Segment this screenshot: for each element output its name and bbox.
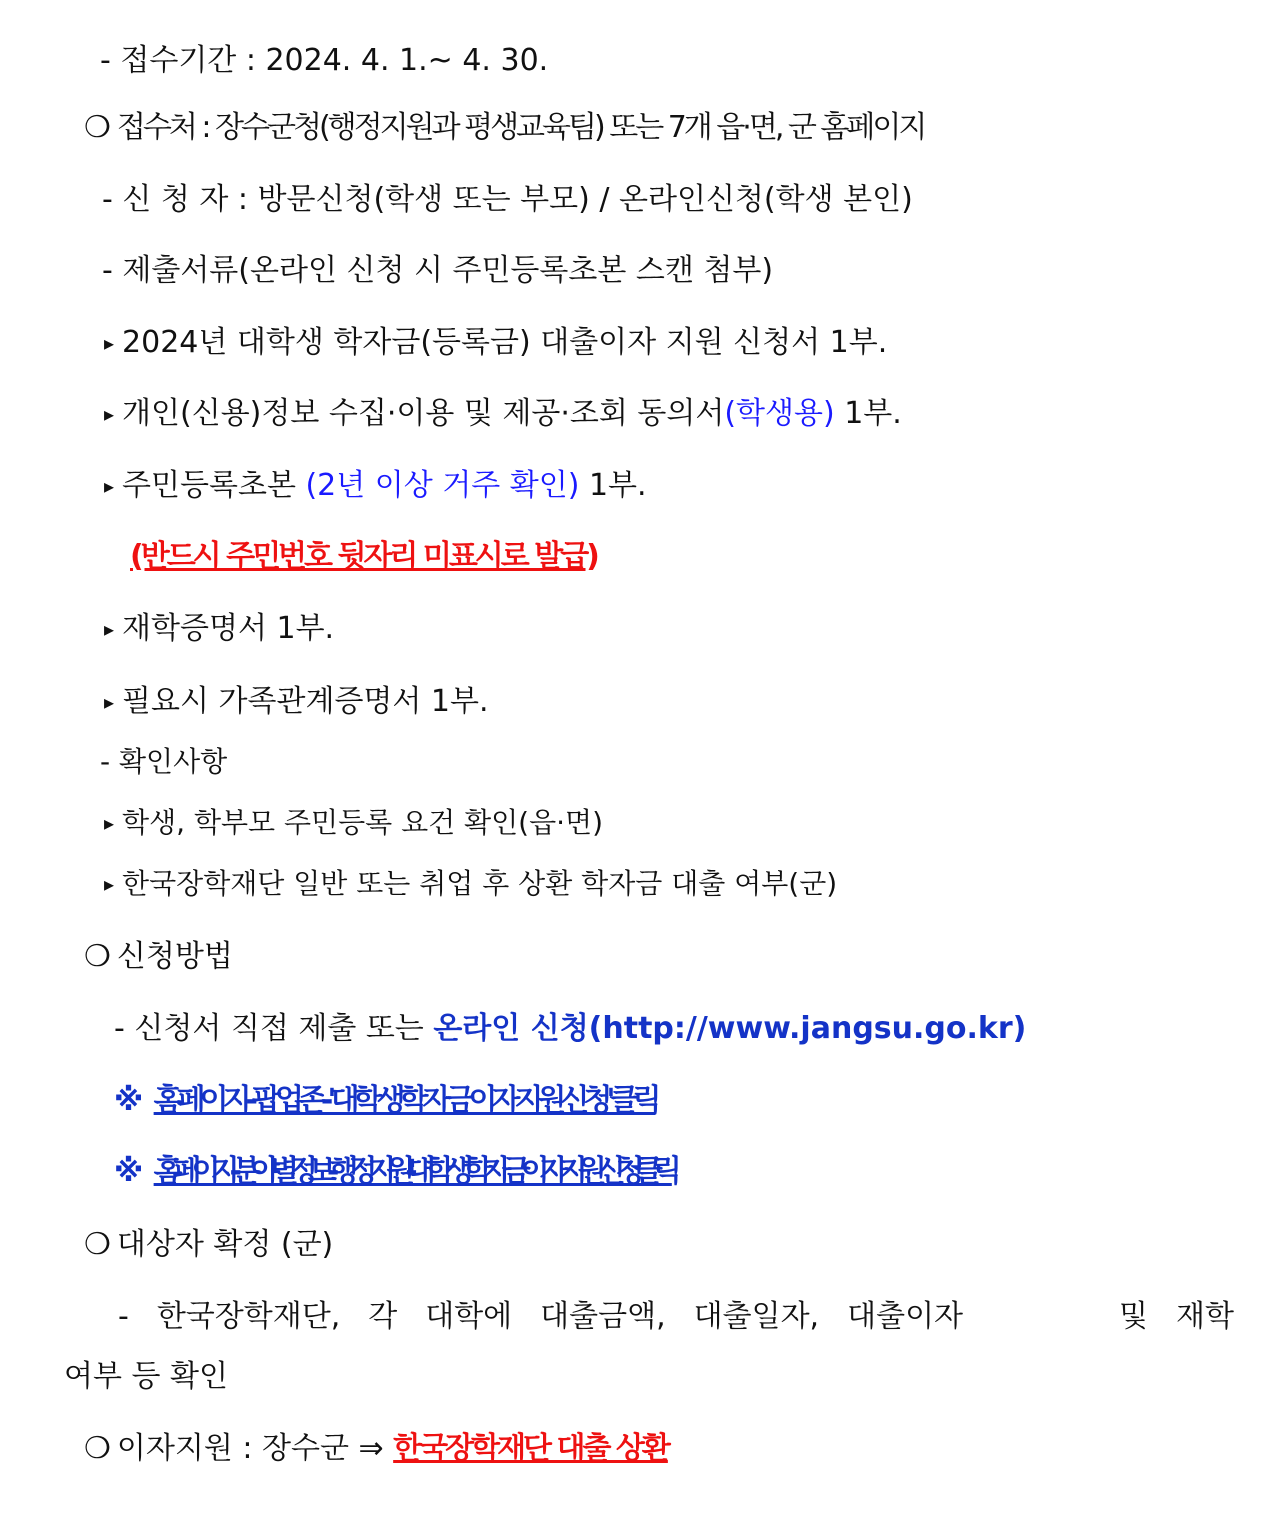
document-item — [104, 609, 334, 649]
confirm-word: 대출일자, — [693, 1299, 820, 1334]
check-title: - 확인사항 — [100, 745, 228, 778]
confirm-word: 대학에 — [425, 1299, 513, 1334]
circle-bullet-icon: ❍ — [84, 939, 111, 974]
document-item — [104, 323, 887, 363]
reception-heading — [84, 108, 924, 148]
method-title: 신청방법 — [116, 939, 233, 974]
circle-bullet-icon: ❍ — [84, 1431, 111, 1466]
document-item-text: 주민등록초본 — [122, 468, 306, 503]
homepage-note — [114, 1081, 655, 1121]
triangle-bullet-icon: ▸ — [104, 331, 115, 355]
triangle-bullet-icon: ▸ — [104, 690, 115, 714]
check-item-text: 학생, 학부모 주민등록 요건 확인(읍·면) — [122, 806, 604, 839]
triangle-bullet-icon: ▸ — [104, 811, 115, 835]
check-item — [104, 864, 837, 904]
confirm-word: 각 — [368, 1299, 398, 1334]
id-number-warning: (반드시 주민번호 뒷자리 미표시로 발급) — [130, 539, 597, 574]
documents-title: - 제출서류(온라인 신청 시 주민등록초본 스캔 첨부) — [102, 253, 774, 288]
circle-bullet-icon: ❍ — [84, 110, 111, 145]
confirm-word: 및 — [1119, 1299, 1149, 1334]
repayment-highlight: 한국장학재단 대출 상환 — [393, 1431, 668, 1466]
method-text: - 신청서 직접 제출 또는 — [114, 1011, 434, 1046]
reference-mark: ※ — [114, 1154, 144, 1189]
department-info-link[interactable]: 홈페이지-분야별정보-행정지원-'대학생학자금이자지원신청'클릭 — [153, 1154, 672, 1189]
applicant-line: - 신 청 자 : 방문신청(학생 또는 부모) / 온라인신청(학생 본인) — [102, 182, 913, 217]
triangle-bullet-icon: ▸ — [104, 402, 115, 426]
document-item — [104, 466, 647, 506]
document-count: 1부. — [834, 396, 902, 431]
reception-text: 접수처 : 장수군청(행정지원과 평생교육팀) 또는 7개 읍·면, 군 홈페이지 — [116, 110, 925, 145]
confirm-heading — [84, 1225, 333, 1265]
document-item-text: 2024년 대학생 학자금(등록금) 대출이자 지원 신청서 1부. — [122, 325, 888, 360]
online-apply-link[interactable]: 온라인 신청(http://www.jangsu.go.kr) — [433, 1011, 1027, 1046]
confirm-word: 대출금액, — [540, 1299, 666, 1334]
popup-zone-link[interactable]: 홈페이지-팝업존-'대학생학자금이자지원신청'클릭 — [153, 1083, 656, 1118]
reference-mark: ※ — [114, 1083, 144, 1118]
application-period: - 접수기간 : 2024. 4. 1.~ 4. 30. — [100, 43, 549, 78]
document-count: 1부. — [579, 468, 647, 503]
document-item-text: 재학증명서 1부. — [122, 611, 335, 646]
confirm-word: - 한국장학재단, — [118, 1299, 341, 1334]
document-item-text: 개인(신용)정보 수집·이용 및 제공·조회 동의서 — [122, 396, 725, 431]
homepage-note — [114, 1152, 672, 1192]
triangle-bullet-icon: ▸ — [104, 872, 115, 896]
document-item-text: 필요시 가족관계증명서 1부. — [122, 684, 489, 719]
interest-heading — [84, 1429, 668, 1469]
check-item — [104, 803, 603, 843]
residence-note: (2년 이상 거주 확인) — [305, 468, 580, 503]
confirm-title: 대상자 확정 (군) — [116, 1227, 334, 1262]
student-note: (학생용) — [724, 396, 835, 431]
triangle-bullet-icon: ▸ — [104, 474, 115, 498]
method-heading — [84, 937, 233, 977]
document-item — [104, 394, 902, 434]
document-item — [104, 682, 489, 722]
interest-label: 이자지원 : 장수군 ⇒ — [116, 1431, 394, 1466]
confirm-detail — [118, 1297, 1234, 1337]
check-item-text: 한국장학재단 일반 또는 취업 후 상환 학자금 대출 여부(군) — [122, 867, 838, 900]
confirm-word: 대출이자 — [847, 1299, 964, 1334]
triangle-bullet-icon: ▸ — [104, 617, 115, 641]
method-line — [114, 1009, 1026, 1049]
confirm-detail-continued: 여부 등 확인 — [64, 1359, 228, 1394]
circle-bullet-icon: ❍ — [84, 1227, 111, 1262]
confirm-word: 재학 — [1176, 1299, 1234, 1334]
